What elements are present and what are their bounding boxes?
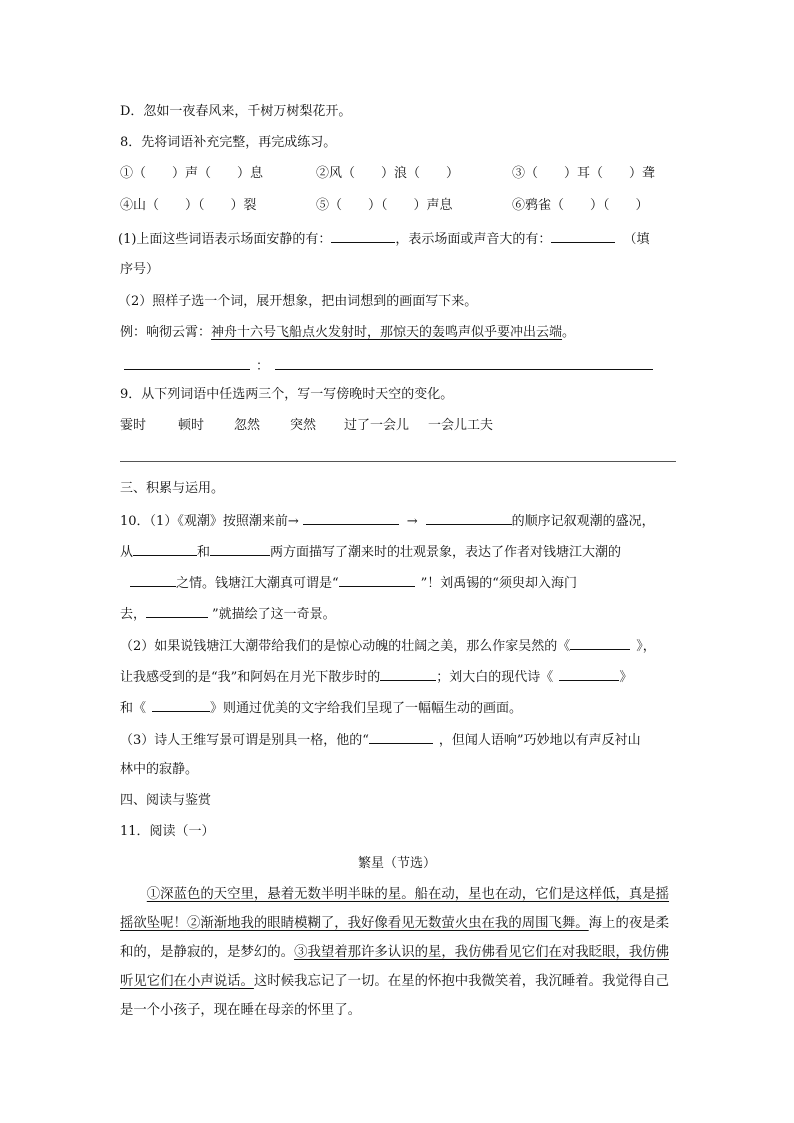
praise-blank[interactable] bbox=[339, 572, 415, 587]
sentence-1: ①深蓝色的天空里，悬着无数半明半昧的星。船在动，星也在动，它们是这样低，真是摇摇欲坠呢！ bbox=[120, 887, 670, 931]
sentence-3-after: 这时候我忘记了一切。在星的怀抱中我微笑着，我沉睡着。我觉得自己是一个小孩子，现在睡在母亲的怀里了。 bbox=[120, 974, 670, 1018]
passage-title: 繁星（节选） bbox=[357, 856, 436, 871]
q8-row1-item3: ③（ ）耳（ ）聋 bbox=[512, 166, 656, 181]
q8-stem: 8．先将词语补充完整，再完成练习。 bbox=[120, 135, 337, 150]
q10-arrow: → bbox=[406, 514, 418, 529]
q10-l6-a: 让我感受到的是“我”和阿妈在月光下散步时的 bbox=[120, 670, 381, 685]
q8-row2-item3: ⑥鸦雀（ ）（ ） bbox=[512, 198, 649, 213]
poem-line-blank[interactable] bbox=[146, 603, 208, 618]
feeling-blank[interactable] bbox=[130, 572, 176, 587]
q10-l7-b: 》则通过优美的文字给我们呈现了一幅幅生动的画面。 bbox=[210, 701, 523, 716]
q10-l1-a: 10．（1）《观潮》按照潮来前→ bbox=[120, 514, 299, 529]
poem-title-blank-2[interactable] bbox=[152, 697, 210, 712]
answer-colon: ： bbox=[256, 359, 270, 374]
q9-word-5: 过了一会儿 bbox=[344, 418, 410, 433]
example-text: 神舟十六号飞船点火发射时，那惊天的轰鸣声似乎要冲出云端 bbox=[211, 325, 563, 340]
q10-l4-b: ”就描绘了这一奇景。 bbox=[212, 607, 336, 622]
sentence-3: ③我望着那许多认识的星，我仿佛看见它们在对我眨眼，我仿佛听见它们在小声说话。 bbox=[120, 945, 670, 989]
q9-stem: 9．从下列词语中任选两三个，写一写傍晚时天空的变化。 bbox=[120, 387, 454, 402]
q11-stem: 11．阅读（一） bbox=[120, 824, 215, 839]
q10-l3-a: 之情。钱塘江大潮真可谓是“ bbox=[176, 576, 339, 591]
q8-row2-item1: ④山（ ）（ ）裂 bbox=[120, 198, 257, 213]
passage-paragraph bbox=[120, 880, 680, 1025]
q10-l3-b: ”！刘禹锡的“须臾却入海门 bbox=[420, 576, 577, 591]
q10-l8-a: （3）诗人王维写景可谓是别具一格，他的“ bbox=[120, 733, 369, 748]
q10-l1-b: 的顺序记叙观潮的盛况， bbox=[511, 514, 655, 529]
moonlight-blank[interactable] bbox=[380, 666, 436, 681]
q8-sub1-b: ，表示场面或声音大的有： bbox=[395, 232, 552, 247]
q8-row2-item2: ⑤（ ）（ ）声息 bbox=[316, 198, 453, 213]
word-blank[interactable] bbox=[124, 355, 250, 370]
q8-sub1 bbox=[118, 228, 649, 250]
q10-l6-c: 》 bbox=[619, 670, 633, 685]
q9-word-1: 霎时 bbox=[120, 418, 147, 433]
q8-sub2: （2）照样子选一个词，展开想象，把由词想到的画面写下来。 bbox=[118, 294, 478, 309]
q10-line5 bbox=[120, 635, 656, 657]
q10-l4-a: 去， bbox=[120, 607, 147, 622]
sentence-2-after: 海上的夜是柔和的，是静寂的，是梦幻的。 bbox=[120, 916, 670, 960]
q8-row1-item2: ②风（ ）浪（ ） bbox=[316, 166, 460, 181]
q8-example bbox=[120, 323, 575, 343]
sentence-2: ②渐渐地我的眼睛模糊了，我好像看见无数萤火虫在我的周围飞舞。 bbox=[186, 916, 589, 931]
loud-words-blank[interactable] bbox=[551, 228, 615, 243]
q9-word-6: 一会儿工夫 bbox=[428, 418, 494, 433]
quiet-words-blank[interactable] bbox=[331, 228, 395, 243]
q10-l5-a: （2）如果说钱塘江大潮带给我们的是惊心动魄的壮阔之美，那么作家吴然的《 bbox=[120, 639, 571, 654]
tide-stage-blank-2[interactable] bbox=[426, 510, 512, 525]
essay-title-blank[interactable] bbox=[570, 635, 630, 650]
example-prefix: 例：响彻云霄： bbox=[120, 325, 212, 340]
q10-l5-b: 》， bbox=[636, 639, 656, 654]
wang-wei-line-blank[interactable] bbox=[369, 729, 433, 744]
q10-l2-c: 两方面描写了潮来时的壮观景象，表达了作者对钱塘江大潮的 bbox=[270, 545, 622, 560]
q10-line1 bbox=[120, 510, 655, 532]
q7-option-d: D．忽如一夜春风来，千树万树梨花开。 bbox=[120, 104, 352, 119]
q8-sub1-c: （填 bbox=[623, 232, 650, 247]
q8-row1-item1: ①（ ）声（ ）息 bbox=[120, 166, 264, 181]
q10-l7-a: 和《 bbox=[120, 701, 147, 716]
q8-sub1-a: (1)上面这些词语表示场面安静的有： bbox=[118, 232, 332, 247]
section4-title: 四、阅读与鉴赏 bbox=[120, 793, 212, 808]
q10-line8 bbox=[120, 729, 641, 751]
q10-line9: 林中的寂静。 bbox=[120, 762, 199, 777]
q9-word-3: 忽然 bbox=[234, 418, 261, 433]
picture-blank[interactable] bbox=[275, 355, 653, 370]
q10-line7 bbox=[120, 697, 522, 719]
q9-word-2: 顿时 bbox=[178, 418, 205, 433]
poem-title-blank-1[interactable] bbox=[559, 666, 619, 681]
section3-title: 三、积累与运用。 bbox=[120, 481, 225, 496]
q8-answer-line bbox=[124, 355, 653, 377]
q10-l6-b: ；刘大白的现代诗《 bbox=[436, 670, 554, 685]
q9-word-4: 突然 bbox=[290, 418, 317, 433]
example-end: 。 bbox=[562, 325, 576, 340]
aspect-blank-1[interactable] bbox=[133, 541, 197, 556]
q10-line3 bbox=[130, 572, 577, 594]
q10-l2-b: 和 bbox=[197, 545, 211, 560]
q10-line4 bbox=[120, 603, 336, 625]
q10-line2 bbox=[120, 541, 621, 563]
aspect-blank-2[interactable] bbox=[210, 541, 270, 556]
tide-stage-blank-1[interactable] bbox=[303, 510, 399, 525]
q10-l2-a: 从 bbox=[120, 545, 134, 560]
q8-sub1-cont: 序号） bbox=[120, 262, 160, 277]
q10-l8-b: ，但闻人语响”巧妙地以有声反衬山 bbox=[438, 733, 641, 748]
q10-line6 bbox=[120, 666, 632, 688]
q9-answer-rule[interactable] bbox=[120, 461, 676, 462]
